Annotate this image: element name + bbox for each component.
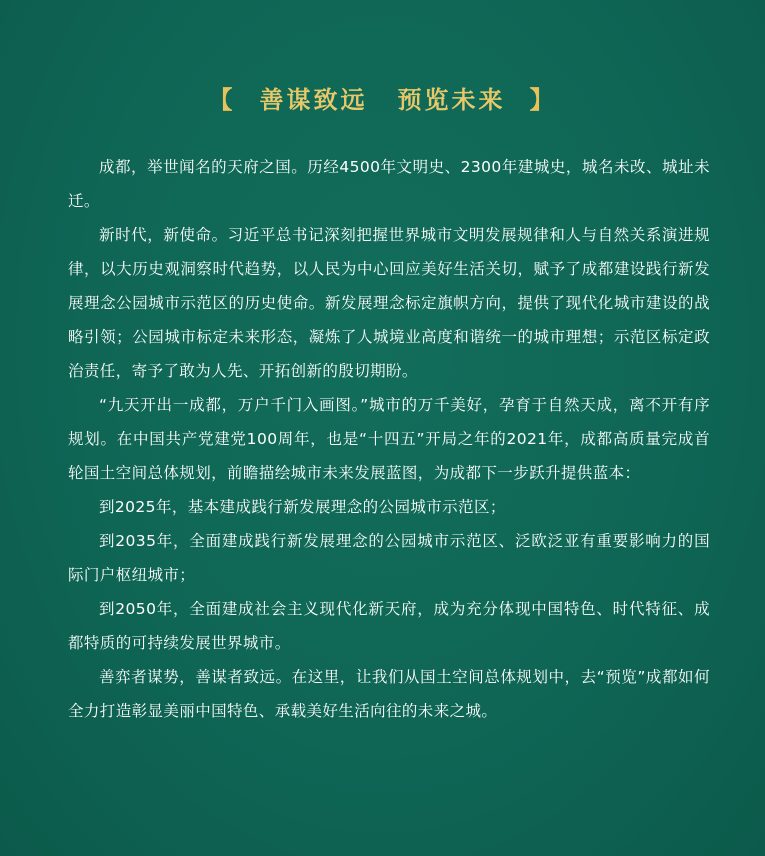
title-bracket-close: 】 bbox=[529, 86, 557, 114]
goal-2035-paragraph: 到2035年，全面建成践行新发展理念的公园城市示范区、泛欧泛亚有重要影响力的国际门户枢纽城市； bbox=[68, 532, 710, 584]
goal-2025-paragraph: 到2025年，基本建成践行新发展理念的公园城市示范区； bbox=[99, 498, 506, 516]
title-phrase-1: 善谋致远 bbox=[259, 86, 368, 114]
intro-paragraph: 成都，举世闻名的天府之国。历经4500年文明史、2300年建城史，城名未改、城址未迁。 bbox=[68, 158, 710, 210]
page-title bbox=[0, 78, 765, 122]
title-bracket-open: 【 bbox=[208, 86, 236, 114]
new-era-paragraph: 新时代，新使命。习近平总书记深刻把握世界城市文明发展规律和人与自然关系演进规律，以大历史观洞察时代趋势，以人民为中心回应美好生活关切，赋予了成都建设践行新发展理念公园城市示范区的历史使命。新发展理念标定旗帜方向，提供了现代化城市建设的战略引领；公园城市标定未来形态，凝炼了人城境业高度和谐统一的城市理想；示范区标定政治责任，寄予了敢为人先、开拓创新的殷切期盼。 bbox=[68, 226, 710, 380]
goal-2050-paragraph: 到2050年，全面建成社会主义现代化新天府，成为充分体现中国特色、时代特征、成都特质的可持续发展世界城市。 bbox=[68, 600, 710, 652]
title-phrase-2: 预览未来 bbox=[397, 86, 506, 114]
article-body bbox=[68, 150, 710, 728]
planning-paragraph: “九天开出一成都，万户千门入画图。”城市的万千美好，孕育于自然天成，离不开有序规划。在中国共产党建党100周年，也是“十四五”开局之年的2021年，成都高质量完成首轮国土空间总体规划，前瞻描绘城市未来发展蓝图，为成都下一步跃升提供蓝本： bbox=[68, 396, 710, 482]
closing-paragraph: 善弈者谋势，善谋者致远。在这里，让我们从国土空间总体规划中，去“预览”成都如何全力打造彰显美丽中国特色、承载美好生活向往的未来之城。 bbox=[68, 668, 710, 720]
